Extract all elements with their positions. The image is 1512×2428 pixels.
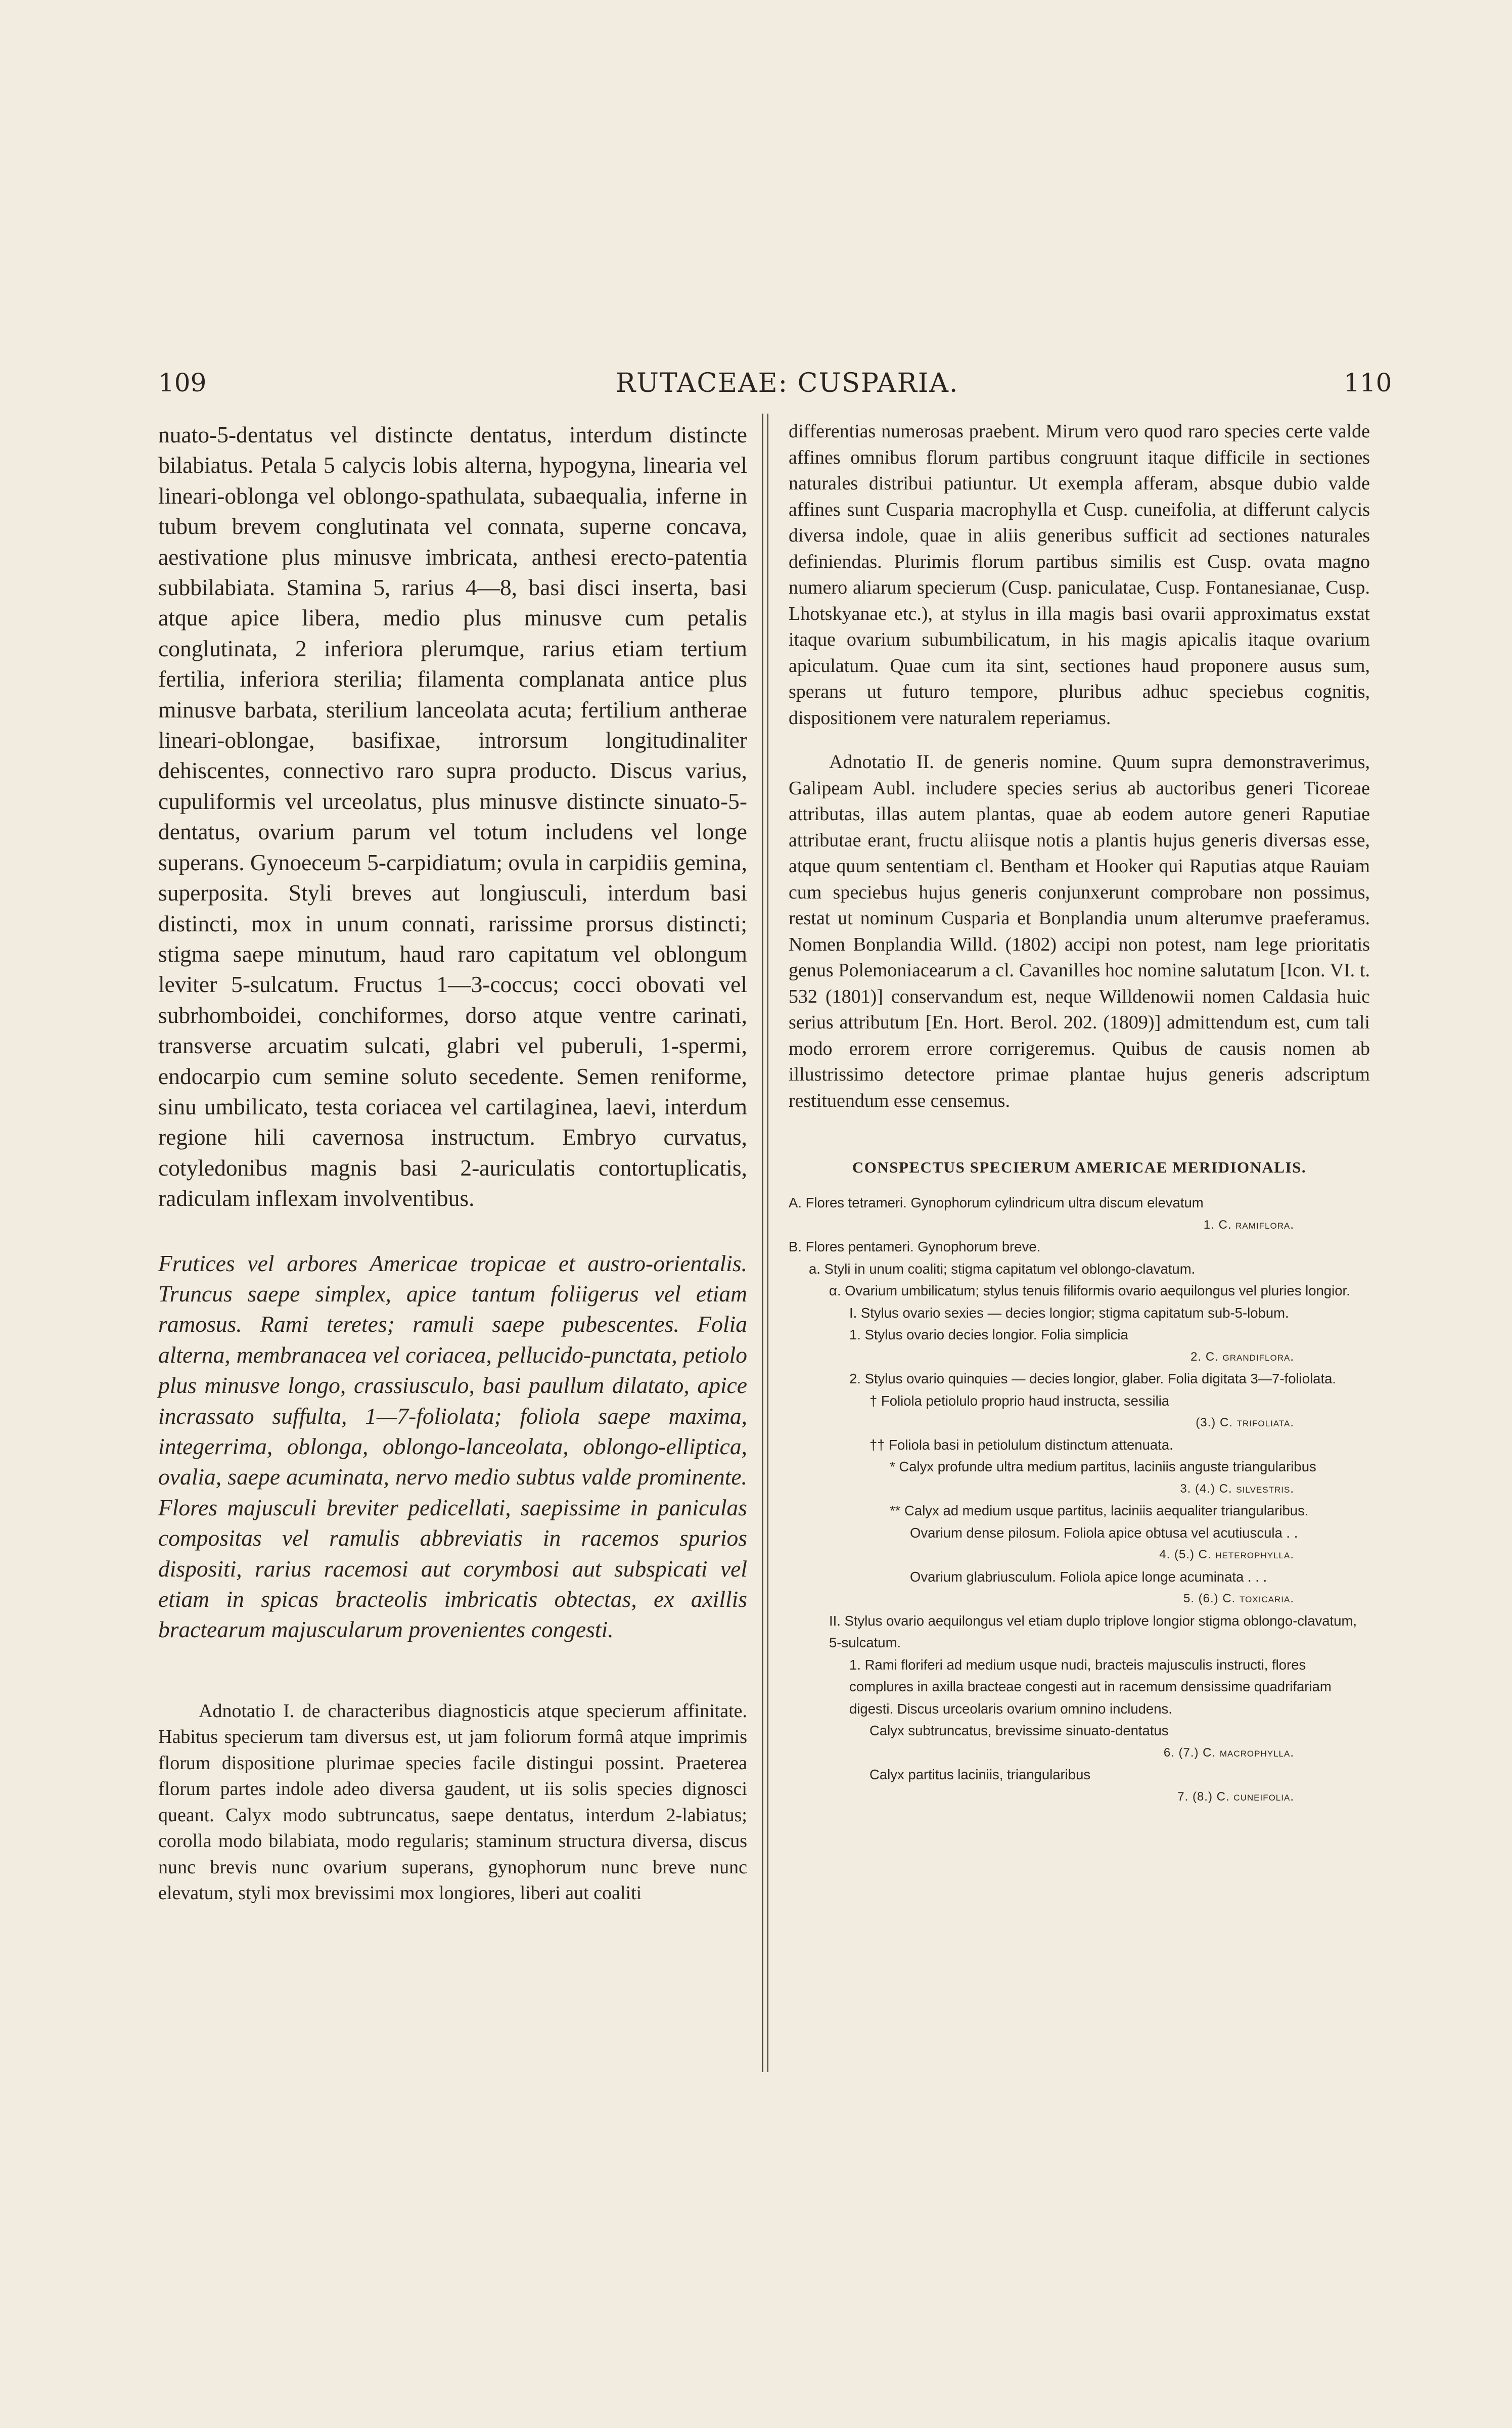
species-name: 7. (8.) C. cuneifolia.	[1177, 1789, 1294, 1804]
key-entry	[789, 1280, 1370, 1302]
key-entry	[789, 1500, 1370, 1522]
key-text: †† Foliola basi in petiolulum distinctum attenuata.	[869, 1436, 1173, 1453]
key-entry	[789, 1434, 1370, 1456]
key-entry	[789, 1368, 1370, 1390]
key-text: Ovarium dense pilosum. Foliola apice obtusa vel acutiuscula . .	[910, 1524, 1298, 1541]
key-text: I. Stylus ovario sexies — decies longior; stigma capitatum sub-5-lobum.	[849, 1305, 1289, 1321]
key-entry	[789, 1456, 1370, 1500]
key-text: 1. Stylus ovario decies longior. Folia simplicia	[849, 1327, 1128, 1342]
annotation-one-continued: differentias numerosas praebent. Mirum vero quod raro species certe valde affines omnibus florum partibus congruunt itaque difficile in sectiones naturales distribui patiuntur. Ut exempla afferam, absque dubio valde affines sunt Cusparia macrophylla et Cusp. cuneifolia, at differunt calycis diversa indole, quae in aliis generibus sufficit ad sectiones naturales definiendas. Plurimis florum partibus similis est Cusp. ovata magno numero aliarum specierum (Cusp. paniculatae, Cusp. Fontanesianae, Cusp. Lhotskyanae etc.), at stylus in illa magis basi ovarii approximatus exstat itaque ovarium subumbilicatum, in his magis apicalis itaque ovarium apiculatum. Quae cum ita sint, sectiones haud proponere ausus sum, sperans ut futuro tempore, pluribus adhuc speciebus cognitis, dispositionem vere naturalem reperiamus.	[789, 421, 1370, 729]
key-text: Ovarium glabriusculum. Foliola apice longe acuminata . . .	[910, 1568, 1267, 1585]
species-name: 3. (4.) C. silvestris.	[1180, 1481, 1294, 1496]
column-divider	[762, 414, 768, 2072]
habit-description: Frutices vel arbores Americae tropicae et austro-orientalis. Truncus saepe simplex, apice tantum foliigerus vel etiam ramosus. Rami teretes; ramuli saepe pubescentes. Folia alterna, membranacea vel coriacea, pellucido-punctata, petiolo plus minusve longo, crassiusculo, basi paullum dilatato, apice incrassato suffulta, 1—7-foliolata; foliola saepe maxima, integerrima, oblonga, oblongo-lanceolata, oblongo-elliptica, ovalia, saepe acuminata, nervo medio subtus valde prominente. Flores majusculi breviter pedicellati, saepissime in paniculas compositas vel ramulis abbreviatis in racemos spurios dispositi, rarius racemosi aut corymbosi aut subspicati vel etiam in spicas bracteolis imbricatis obtectas, ex axillis bractearum majuscularum provenientes congesti.	[158, 1250, 747, 1643]
page-number-right: 110	[1344, 368, 1392, 397]
species-name: 5. (6.) C. toxicaria.	[1183, 1592, 1294, 1605]
running-head: RUTACEAE: CUSPARIA.	[616, 368, 959, 398]
key-entry	[789, 1302, 1370, 1324]
key-text: A. Flores tetrameri. Gynophorum cylindricum ultra discum elevatum	[789, 1195, 1204, 1210]
key-entry	[789, 1258, 1370, 1280]
key-text: α. Ovarium umbilicatum; stylus tenuis filiformis ovario aequilongus vel pluries longior.	[829, 1283, 1350, 1298]
key-text: ** Calyx ad medium usque partitus, laciniis aequaliter triangularibus.	[890, 1503, 1309, 1518]
species-name: 4. (5.) C. heterophylla.	[1159, 1548, 1294, 1561]
key-entry	[789, 1522, 1370, 1566]
left-column	[158, 420, 747, 1907]
species-key	[789, 1192, 1370, 1808]
key-entry	[789, 1390, 1370, 1434]
annotation-two: Adnotatio II. de generis nomine. Quum supra demonstraverimus, Galipeam Aubl. includere species serius ab auctoribus generi Ticoreae attributas, illas autem plantas, quae ab eodem autore generi Raputiae attributae erant, fructu aliisque notis a plantis hujus generis diversas esse, atque quum sententiam cl. Bentham et Hooker qui Raputias atque Rauiam cum speciebus hujus generis conjunxerunt comprobare non possimus, restat ut nominum Cusparia et Bonplandia unum alterumve praeferamus. Nomen Bonplandia Willd. (1802) accipi non potest, nam lege prioritatis genus Polemoniacearum a cl. Cavanilles hoc nomine salutatum [Icon. VI. t. 532 (1801)] conservandum est, neque Willdenowii nomen Caldasia huic serius attributum [En. Hort. Berol. 202. (1809)] admittendum est, cum tali modo errorem errore corrigeremus. Quibus de causis nomen ab illustrissimo detectore primae plantae hujus generis adscriptum restituendum esse censemus.	[789, 751, 1370, 1111]
key-entry	[789, 1764, 1370, 1808]
key-entry	[789, 1324, 1370, 1368]
species-name: (3.) C. trifoliata.	[1196, 1416, 1294, 1429]
page-number-left: 109	[158, 368, 207, 397]
right-column	[789, 419, 1370, 1808]
key-text: II. Stylus ovario aequilongus vel etiam duplo triplove longior stigma oblongo-clavatum, 5-sulcatum.	[829, 1612, 1357, 1650]
annotation-one: Adnotatio I. de characteribus diagnosticis atque specierum affinitate. Habitus specierum tam diversus est, ut jam foliorum formâ atque imprimis florum dispositione plurimae species facile distingui possint. Praeterea florum partes indole adeo diversa gaudent, ut iis solis species dignosci queant. Calyx modo subtruncatus, saepe dentatus, interdum 2-labiatus; corolla modo bilabiata, modo regularis; staminum structura diversa, discus nunc brevis nunc ovarium superans, gynophorum nunc breve nunc elevatum, styli mox brevissimi mox longiores, liberi aut coaliti	[158, 1700, 747, 1904]
key-text: B. Flores pentameri. Gynophorum breve.	[789, 1239, 1041, 1254]
key-entry	[789, 1192, 1370, 1236]
key-text: a. Styli in unum coaliti; stigma capitatum vel oblongo-clavatum.	[809, 1261, 1196, 1277]
key-entry	[789, 1610, 1370, 1654]
key-entry	[789, 1236, 1370, 1258]
conspectus-title: CONSPECTUS SPECIERUM AMERICAE MERIDIONALIS.	[852, 1158, 1307, 1176]
species-name: 2. C. grandiflora.	[1190, 1350, 1294, 1364]
key-entry	[789, 1654, 1370, 1720]
key-text: † Foliola petiolulo proprio haud instructa, sessilia	[869, 1392, 1170, 1409]
key-entry	[789, 1566, 1370, 1610]
genus-description: nuato-5-dentatus vel distincte dentatus, interdum distincte bilabiatus. Petala 5 calycis lobis alterna, hypogyna, linearia vel lineari-oblonga vel oblongo-spathulata, subaequalia, inferne in tubum brevem conglutinata vel connata, superne concava, aestivatione plus minusve imbricata, anthesi erecto-patentia subbilabiata. Stamina 5, rarius 4—8, basi disci inserta, basi atque apice libera, medio plus minusve cum petalis conglutinata, 2 inferiora plerumque, rarius etiam tertium fertilia, inferiora sterilia; filamenta complanata antice plus minusve barbata, sterilium lanceolata acuta; fertilium antherae lineari-oblongae, basifixae, introrsum longitudinaliter dehiscentes, connectivo raro supra producto. Discus varius, cupuliformis vel urceolatus, plus minusve distincte sinuato-5-dentatus, ovarium parum vel totum includens vel longe superans. Gynoeceum 5-carpidiatum; ovula in carpidiis gemina, superposita. Styli breves aut longiusculi, interdum basi distincti, mox in unum connati, rarissime prorsus distincti; stigma saepe minutum, haud raro capitatum vel oblongum leviter 5-sulcatum. Fructus 1—3-coccus; cocci obovati vel subrhomboidei, conchiformes, dorso atque ventre carinati, transverse arcuatim sulcati, glabri vel puberuli, 1-spermi, endocarpio cum semine soluto secedente. Semen reniforme, sinu umbilicato, testa coriacea vel cartilaginea, laevi, interdum regione hili cavernosa instructum. Embryo curvatus, cotyledonibus magnis basi 2-auriculatis contortuplicatis, radiculam inflexam involventibus.	[158, 422, 747, 1211]
key-entry	[789, 1720, 1370, 1764]
key-text: * Calyx profunde ultra medium partitus, laciniis anguste triangularibus	[890, 1459, 1316, 1474]
key-text: Calyx partitus laciniis, triangularibus	[869, 1767, 1091, 1782]
species-name: 1. C. ramiflora.	[1203, 1218, 1294, 1232]
key-text: 2. Stylus ovario quinquies — decies longior, glaber. Folia digitata 3—7-foliolata.	[849, 1371, 1337, 1386]
key-text: 1. Rami floriferi ad medium usque nudi, bracteis majusculis instructi, flores complures in axilla bracteae congesti aut in racemum densissime quadrifariam digesti. Discus urceolaris ovarium omnino includens.	[849, 1656, 1332, 1717]
species-name: 6. (7.) C. macrophylla.	[1163, 1745, 1294, 1760]
key-text: Calyx subtruncatus, brevissime sinuato-dentatus	[869, 1723, 1169, 1738]
